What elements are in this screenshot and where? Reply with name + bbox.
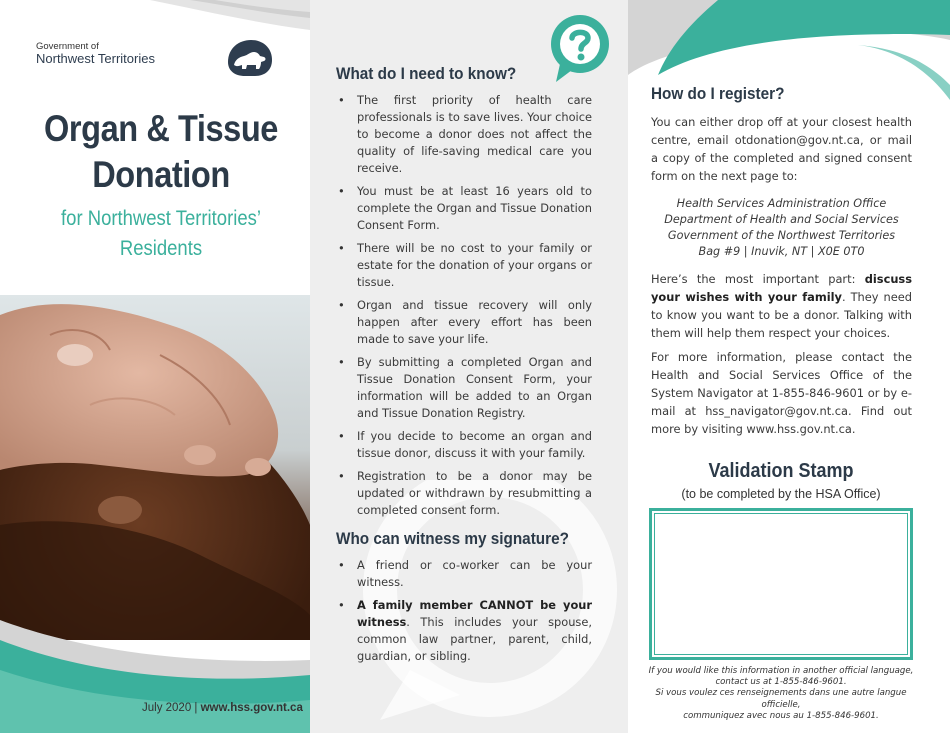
info-panel	[310, 0, 628, 733]
register-instructions: You can either drop off at your closest health centre, email otdonation@gov.nt.ca, or mail a copy of the completed and signed consent form on the next page to:	[651, 115, 912, 183]
lang-note-line: Si vous voulez ces renseignements dans une autre langue officielle,	[655, 688, 907, 710]
address-line: Government of the Northwest Territories	[667, 229, 896, 242]
what-to-know-heading: What do I need to know?	[336, 64, 517, 83]
subtitle-line-1: for Northwest Territories’	[61, 207, 261, 230]
p2-bold: discuss your wishes with your family	[651, 272, 912, 304]
brochure-subtitle	[19, 204, 302, 264]
p2-start: Here’s the most important part:	[651, 272, 865, 286]
witness-list	[336, 557, 592, 671]
government-wordmark	[36, 42, 155, 67]
validation-stamp-title: Validation Stamp	[708, 460, 854, 482]
lang-note-line: If you would like this information in another official language,	[648, 666, 914, 676]
title-line-1: Organ & Tissue	[44, 108, 278, 149]
gov-line-small: Government of	[36, 41, 99, 52]
more-info-paragraph: For more information, please contact the Health and Social Services Office of the System Navigator at 1-855-846-9601 or by e-mail at hss_navigator@gov.nt.ca. Find out more by visiting www.hss.gov.nt.ca.	[651, 350, 912, 436]
question-bubble-icon	[546, 12, 612, 84]
list-item: • By submitting a completed Organ and Tissue Donation Consent Form, your information will be added to an Organ and Tissue Donation Registry.	[336, 354, 592, 422]
list-item: • If you decide to become an organ and tissue donor, discuss it with your family.	[336, 428, 592, 462]
witness-heading: Who can witness my signature?	[336, 529, 569, 548]
witness-warning-rest: . This includes your spouse, common law partner, parent, child, guardian, or sibling.	[357, 615, 592, 663]
publication-date: July 2020 |	[142, 702, 201, 714]
address-line: Health Services Administration Office	[676, 197, 887, 210]
register-panel	[628, 0, 950, 733]
witness-warning-bold: A family member CANNOT be your witness	[357, 598, 592, 629]
date-and-website	[142, 702, 303, 714]
cover-panel	[0, 0, 310, 733]
list-item: • The first priority of health care professionals is to save lives. Your choice to become a donor does not affect the quality of life-saving medical care you receive.	[336, 92, 592, 177]
title-line-2: Donation	[92, 154, 230, 195]
what-to-know-list	[336, 92, 592, 525]
list-item: • You must be at least 16 years old to complete the Organ and Tissue Donation Consent Form.	[336, 183, 592, 234]
list-item: • Organ and tissue recovery will only happen after every effort has been made to save your life.	[336, 297, 592, 348]
list-item: • Registration to be a donor may be updated or withdrawn by resubmitting a completed consent form.	[336, 468, 592, 519]
validation-stamp-subtitle: (to be completed by the HSA Office)	[681, 487, 881, 501]
mailing-address	[651, 196, 912, 260]
subtitle-line-2: Residents	[119, 237, 203, 260]
list-item: • There will be no cost to your family or estate for the donation of your organs or tissue.	[336, 240, 592, 291]
p2-end: . They need to know you want to be a donor. Talking with them will help them respect your choices.	[651, 290, 912, 340]
address-line: Bag #9 | Inuvik, NT | X0E 0T0	[698, 245, 865, 258]
brochure-title	[19, 106, 302, 198]
polar-bear-icon	[225, 38, 275, 78]
lang-note-line: contact us at 1-855-846-9601.	[715, 677, 847, 688]
bottom-swoosh-decoration	[0, 620, 310, 733]
official-language-note	[638, 666, 924, 722]
address-line: Department of Health and Social Services	[664, 213, 899, 226]
how-to-register-heading: How do I register?	[651, 84, 785, 103]
clasped-hands-photo	[0, 295, 310, 640]
validation-stamp-box	[649, 508, 913, 660]
lang-note-line: communiquez avec nous au 1-855-846-9601.	[683, 710, 879, 721]
list-item: • A friend or co-worker can be your witness.	[336, 557, 592, 591]
list-item	[336, 597, 592, 665]
gov-line-big: Northwest Territories	[36, 51, 155, 67]
website-link[interactable]: www.hss.gov.nt.ca	[200, 702, 303, 714]
discuss-wishes-paragraph	[651, 270, 912, 342]
